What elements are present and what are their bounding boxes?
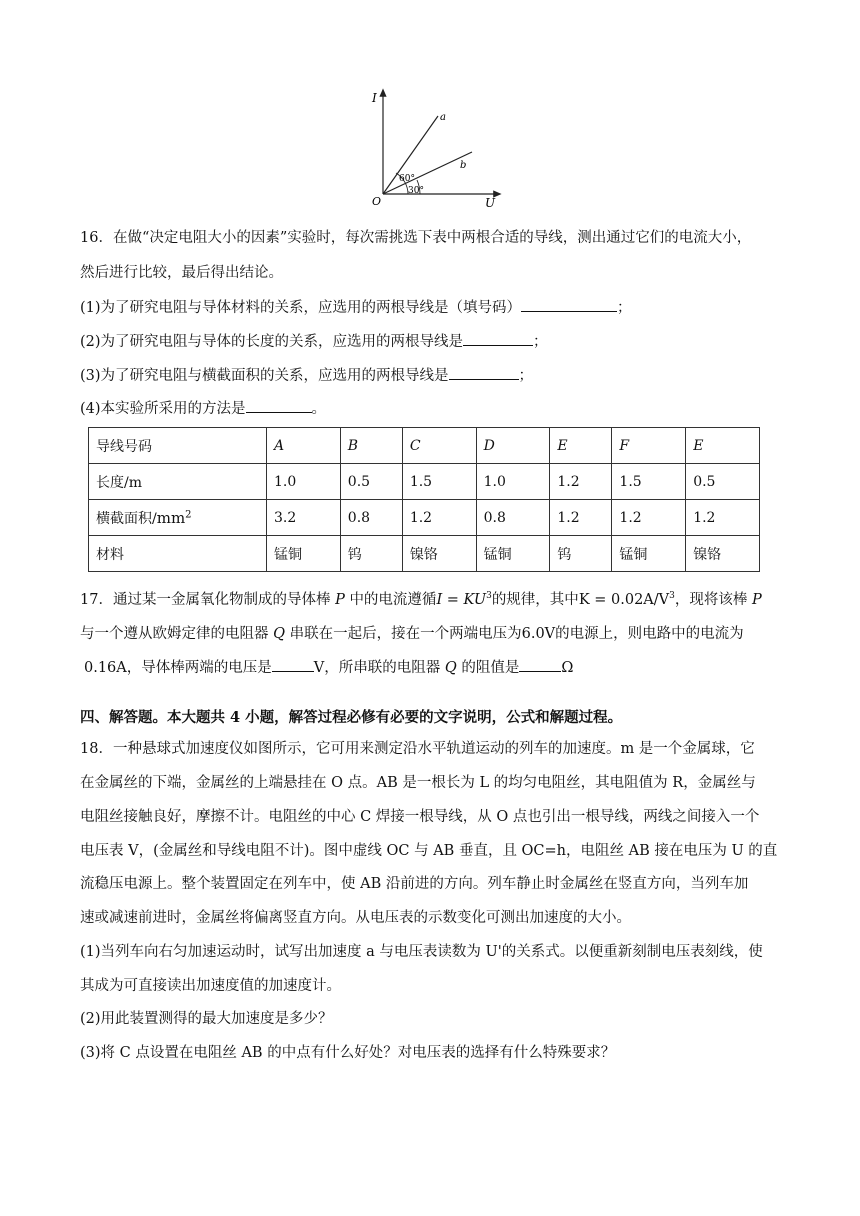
q18-line3: 电阻丝接触良好，摩擦不计。电阻丝的中心 C 焊接一根导线，从 O 点也引出一根导线，两线之间接入一个 (80, 809, 760, 825)
q16-part3-end: ； (518, 368, 534, 384)
q17-ohm: Ω (561, 660, 574, 676)
axis-label-i: I (372, 91, 377, 105)
q17-text: 中的电流遵循 (349, 592, 437, 608)
q16-part1-text: (1)为了研究电阻与导体材料的关系，应选用的两根导线是（填号码） (80, 300, 522, 316)
q18-part1b: 其成为可直接读出加速度值的加速度计。 (80, 978, 341, 994)
table-cell: 镍铬 (686, 536, 760, 572)
q17-resistor-q: Q (444, 660, 457, 676)
table-cell: 1.2 (402, 500, 476, 536)
q17-rod-p: P (751, 592, 762, 608)
angle-label-60: 60° (399, 174, 415, 184)
area-unit-sup: 2 (185, 508, 192, 520)
table-row-length (89, 464, 760, 500)
area-unit: mm (156, 508, 186, 527)
iu-graph-figure (368, 88, 508, 208)
table-row-label: 长度/m (89, 464, 267, 500)
table-code-cell: A (267, 428, 341, 464)
q17-text: 通过某一金属氧化物制成的导体棒 (112, 592, 331, 608)
q16-part4-blank[interactable] (246, 398, 312, 413)
section4-title: 四、解答题。本大题共 4 小题，解答过程必修有必要的文字说明，公式和解题过程。 (80, 709, 623, 726)
q18-part1a: (1)当列车向右匀加速运动时，试写出加速度 a 与电压表读数为 U'的关系式。以便重新刻制电压表刻线，使 (80, 944, 763, 960)
table-header-label: 导线号码 (89, 428, 267, 464)
q16-part1 (80, 296, 632, 317)
q18-line2: 在金属丝的下端，金属丝的上端悬挂在 O 点。AB 是一根长为 L 的均匀电阻丝，其电阻值为 R，金属丝与 (80, 775, 756, 791)
q16-part2 (80, 330, 548, 351)
q17-voltage: 6.0V (521, 626, 556, 642)
table-code-cell: B (340, 428, 402, 464)
q16-part2-end: ； (533, 334, 548, 350)
q16-stem-line1 (80, 226, 751, 247)
q17-current: 0.16A (84, 660, 127, 676)
q17-text: 的规律，其中 (491, 592, 579, 608)
table-cell: 1.5 (402, 464, 476, 500)
origin-label: O (372, 195, 382, 208)
table-code-cell: C (402, 428, 476, 464)
q16-stem-1: 在做“决定电阻大小的因素”实验时，每次需挑选下表中两根合适的导线，测出通过它们的电流大小， (112, 230, 752, 246)
table-cell: 0.5 (340, 464, 402, 500)
table-cell: 镍铬 (402, 536, 476, 572)
q18-line4: 电压表 V，(金属丝和导线电阻不计)。图中虚线 OC 与 AB 垂直，且 OC=h，电阻丝 AB 接在电压为 U 的直 (80, 843, 778, 859)
q16-part2-text: (2)为了研究电阻与导体的长度的关系，应选用的两根导线是 (80, 334, 464, 350)
q17-line2 (80, 622, 744, 643)
q17-formula-i-sup: 3 (486, 591, 492, 602)
wire-table (88, 427, 760, 572)
table-cell: 钨 (340, 536, 402, 572)
table-cell: 1.0 (476, 464, 550, 500)
q16-part3 (80, 364, 533, 385)
table-code-cell: D (476, 428, 550, 464)
table-cell: 锰铜 (612, 536, 686, 572)
q16-part3-blank[interactable] (449, 365, 519, 380)
table-cell: 0.8 (476, 500, 550, 536)
angle-label-30: 30° (408, 186, 424, 196)
table-row-material (89, 536, 760, 572)
q16-part1-blank[interactable] (521, 297, 617, 312)
q17-line1 (80, 588, 762, 609)
table-cell: 1.2 (550, 500, 612, 536)
q16-number: 16． (80, 230, 113, 246)
table-code-cell: E (686, 428, 760, 464)
table-cell: 1.5 (612, 464, 686, 500)
table-cell: 锰铜 (476, 536, 550, 572)
table-row-label (89, 500, 267, 536)
q16-part4-end: 。 (311, 401, 327, 417)
q18-line5: 流稳压电源上。整个装置固定在列车中，使 AB 沿前进的方向。列车静止时金属丝在竖直方向，当列车加 (80, 876, 749, 892)
q17-resistance-blank[interactable] (519, 657, 561, 672)
table-cell: 锰铜 (267, 536, 341, 572)
q17-number: 17． (80, 592, 113, 608)
q17-voltage-blank[interactable] (272, 657, 314, 672)
q18-part3: (3)将 C 点设置在电阻丝 AB 的中点有什么好处？对电压表的选择有什么特殊要求？ (80, 1045, 616, 1061)
q17-text: 与一个遵从欧姆定律的电阻器 (80, 626, 269, 642)
q17-text: ，导体棒两端的电压是 (126, 660, 272, 676)
q17-rod-p: P (335, 592, 345, 608)
q16-part2-blank[interactable] (463, 331, 533, 346)
table-code-cell: F (612, 428, 686, 464)
q17-text: ，现将该棒 (674, 592, 748, 608)
table-cell: 1.2 (686, 500, 760, 536)
q16-part3-text: (3)为了研究电阻与横截面积的关系，应选用的两根导线是 (80, 368, 449, 384)
q16-part1-end: ； (617, 300, 632, 316)
q17-formula-k: K = 0.02A/V (578, 592, 670, 608)
q16-stem-2: 然后进行比较，最后得出结论。 (80, 265, 283, 281)
q17-text: 的电源上，则电路中的电流为 (555, 626, 744, 642)
table-code-cell: E (550, 428, 612, 464)
line-a-label: a (440, 112, 446, 123)
q17-formula-k-sup: 3 (669, 591, 675, 602)
q18-part2: (2)用此装置测得的最大加速度是多少？ (80, 1011, 333, 1027)
area-label-text: 横截面积/ (96, 510, 157, 527)
axis-label-u: U (485, 196, 496, 208)
table-cell: 1.2 (550, 464, 612, 500)
q17-text: 串联在一起后，接在一个两端电压为 (289, 626, 522, 642)
table-row-label: 材料 (89, 536, 267, 572)
q16-part4-text: (4)本实验所采用的方法是 (80, 401, 246, 417)
table-cell: 钨 (550, 536, 612, 572)
table-cell: 1.0 (267, 464, 341, 500)
q17-formula-i: I = KU (436, 592, 487, 608)
q16-part4 (80, 397, 326, 418)
q17-text: V，所串联的电阻器 (313, 660, 441, 676)
table-cell: 0.5 (686, 464, 760, 500)
q17-resistor-q: Q (273, 626, 285, 642)
q18-line6: 速或减速前进时，金属丝将偏离竖直方向。从电压表的示数变化可测出加速度的大小。 (80, 910, 631, 926)
table-cell: 3.2 (267, 500, 341, 536)
q18-line1: 18．一种悬球式加速度仪如图所示，它可用来测定沿水平轨道运动的列车的加速度。m 是一个金属球，它 (80, 741, 755, 757)
table-cell: 0.8 (340, 500, 402, 536)
q17-line3 (84, 656, 573, 677)
line-b-label: b (460, 160, 467, 171)
table-row-area (89, 500, 760, 536)
q17-text: 的阻值是 (461, 660, 520, 676)
table-row-codes (89, 428, 760, 464)
table-cell: 1.2 (612, 500, 686, 536)
